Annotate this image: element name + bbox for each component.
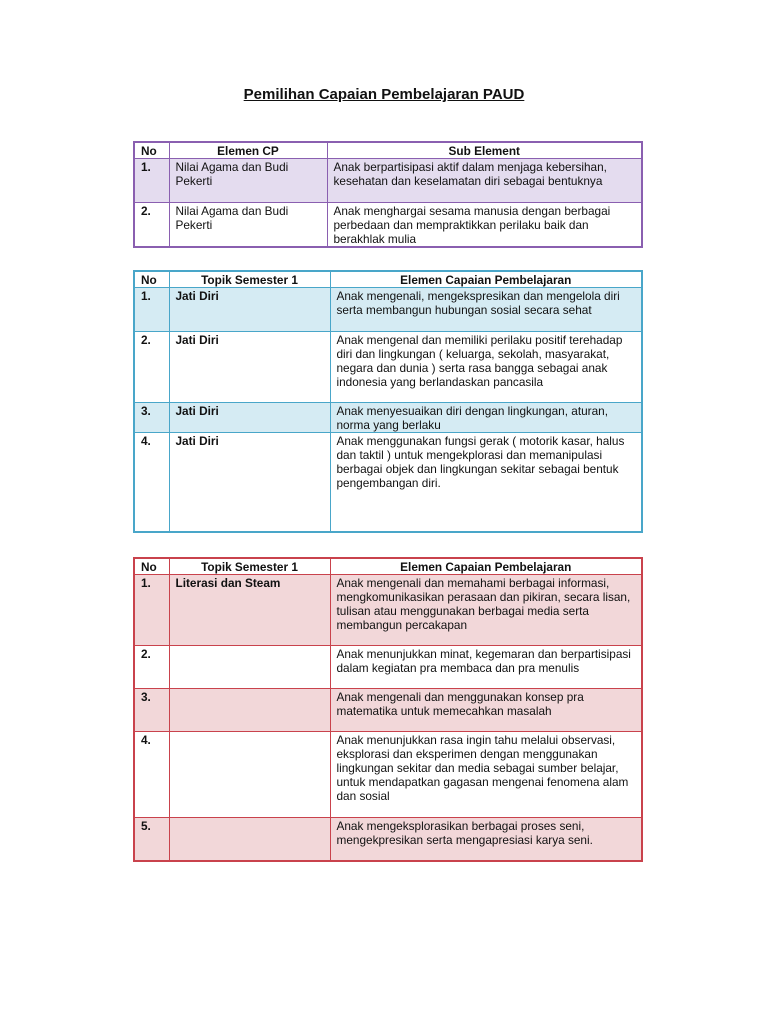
description-cell: Anak menunjukkan minat, kegemaran dan berpartisipasi dalam kegiatan pra membaca dan pra menulis [330, 646, 642, 689]
row-number: 2. [134, 332, 169, 403]
topik-cell [169, 818, 330, 861]
table-row [134, 575, 642, 646]
column-header: Topik Semester 1 [169, 271, 330, 288]
table-row [134, 288, 642, 332]
row-number: 1. [134, 288, 169, 332]
table-header-row [134, 142, 642, 159]
elemen-cell: Nilai Agama dan Budi Pekerti [169, 159, 327, 203]
column-header: Elemen Capaian Pembelajaran [330, 271, 642, 288]
row-number: 4. [134, 732, 169, 818]
description-cell: Anak mengenal dan memiliki perilaku positif terehadap diri dan lingkungan ( keluarga, sekolah, masyarakat, negara dan dunia ) serta rasa bangga sebagai anak indonesia yang berlandaskan pancasila [330, 332, 642, 403]
description-cell: Anak berpartisipasi aktif dalam menjaga kebersihan, kesehatan dan keselamatan diri sebagai bentuknya [327, 159, 642, 203]
column-header: No [134, 142, 169, 159]
column-header: Elemen Capaian Pembelajaran [330, 558, 642, 575]
table-row [134, 689, 642, 732]
table-row [134, 732, 642, 818]
description-cell: Anak menunjukkan rasa ingin tahu melalui observasi, eksplorasi dan eksperimen dengan menggunakan lingkungan sekitar dan media sebagai sumber belajar, untuk mendapatkan gagasan mengenai fenomena alam dan sosial [330, 732, 642, 818]
jati-diri-table [133, 270, 643, 533]
row-number: 2. [134, 203, 169, 248]
table-row [134, 818, 642, 861]
row-number: 2. [134, 646, 169, 689]
topik-cell [169, 732, 330, 818]
column-header: Elemen CP [169, 142, 327, 159]
description-cell: Anak menghargai sesama manusia dengan berbagai perbedaan dan mempraktikkan perilaku baik dan berakhlak mulia [327, 203, 642, 248]
description-cell: Anak mengenali dan menggunakan konsep pra matematika untuk memecahkan masalah [330, 689, 642, 732]
table-row [134, 159, 642, 203]
table-header-row [134, 271, 642, 288]
table-row [134, 646, 642, 689]
description-cell: Anak menggunakan fungsi gerak ( motorik kasar, halus dan taktil ) untuk mengekplorasi dan memanipulasi berbagai objek dan lingkungan sekitar sebagai bentuk pengembangan diri. [330, 433, 642, 532]
table-header-row [134, 558, 642, 575]
elemen-cell: Nilai Agama dan Budi Pekerti [169, 203, 327, 248]
table-row [134, 433, 642, 532]
column-header: No [134, 558, 169, 575]
column-header: Topik Semester 1 [169, 558, 330, 575]
description-cell: Anak menyesuaikan diri dengan lingkungan, aturan, norma yang berlaku [330, 403, 642, 433]
column-header: No [134, 271, 169, 288]
description-cell: Anak mengeksplorasikan berbagai proses seni, mengekpresikan serta mengapresiasi karya seni. [330, 818, 642, 861]
topik-cell [169, 646, 330, 689]
table-row [134, 332, 642, 403]
topik-cell: Jati Diri [169, 332, 330, 403]
column-header: Sub Element [327, 142, 642, 159]
row-number: 1. [134, 575, 169, 646]
row-number: 3. [134, 689, 169, 732]
table-row [134, 403, 642, 433]
row-number: 1. [134, 159, 169, 203]
table-row [134, 203, 642, 248]
row-number: 5. [134, 818, 169, 861]
elemen-cp-table [133, 141, 643, 248]
topik-cell: Jati Diri [169, 433, 330, 532]
topik-cell: Jati Diri [169, 403, 330, 433]
row-number: 4. [134, 433, 169, 532]
row-number: 3. [134, 403, 169, 433]
topik-cell: Literasi dan Steam [169, 575, 330, 646]
topik-cell [169, 689, 330, 732]
topik-cell: Jati Diri [169, 288, 330, 332]
page-title: Pemilihan Capaian Pembelajaran PAUD [243, 86, 525, 103]
literasi-steam-table [133, 557, 643, 862]
description-cell: Anak mengenali dan memahami berbagai informasi, mengkomunikasikan perasaan dan pikiran, secara lisan, tulisan atau menggunakan berbagai media serta membangun percakapan [330, 575, 642, 646]
description-cell: Anak mengenali, mengekspresikan dan mengelola diri serta membangun hubungan sosial secara sehat [330, 288, 642, 332]
